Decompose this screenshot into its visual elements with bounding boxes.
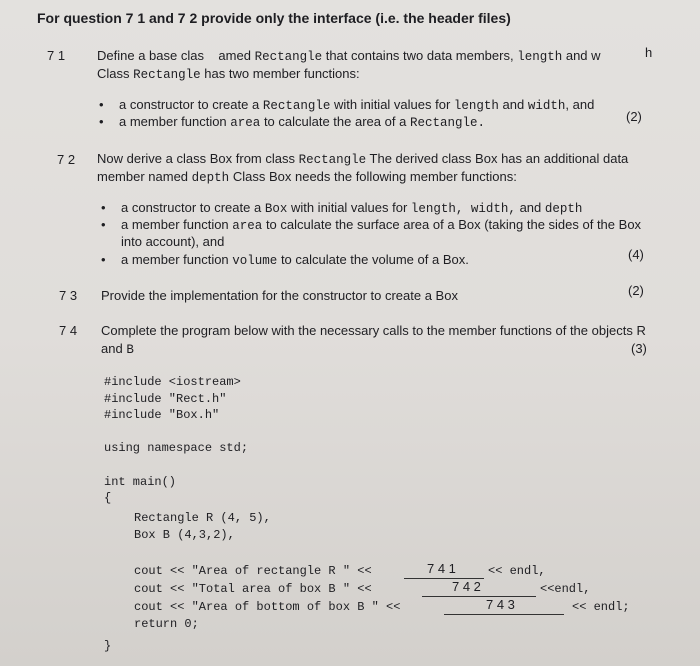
code-cout-line3: cout << "Area of bottom of box B " << bbox=[134, 600, 401, 614]
code-main-signature: int main() bbox=[104, 475, 177, 489]
code-include-rect: #include "Rect.h" bbox=[104, 392, 227, 406]
answer-line-2 bbox=[422, 596, 536, 597]
question-7-2-line2: member named depth Class Box needs the following member functions: bbox=[97, 169, 517, 185]
question-7-3-number: 7 3 bbox=[59, 288, 78, 303]
question-7-2-line1: Now derive a class Box from class Rectangle The derived class Box has an additional data bbox=[97, 151, 629, 167]
code-cout-line1: cout << "Area of rectangle R " << bbox=[134, 564, 372, 578]
bullet-dot: • bbox=[101, 200, 106, 215]
question-7-1-number: 7 1 bbox=[47, 48, 66, 63]
answer-line-3 bbox=[444, 614, 564, 615]
answer-blank-7-4-2: 7 4 2 bbox=[452, 579, 481, 594]
question-7-1-line1: Define a base clas amed Rectangle that contains two data members, length and w bbox=[97, 48, 601, 64]
question-7-1-marks: (2) bbox=[626, 109, 642, 124]
code-endl-2: <<endl, bbox=[540, 582, 591, 596]
code-endl-3: << endl; bbox=[572, 600, 630, 614]
code-decl-rectangle: Rectangle R (4, 5), bbox=[134, 511, 271, 525]
question-7-4-line1: Complete the program below with the necessary calls to the member functions of the objects R bbox=[101, 323, 646, 338]
question-7-2-bullet3: a member function volume to calculate the volume of a Box. bbox=[121, 252, 469, 268]
question-7-2-bullet2: a member function area to calculate the surface area of a Box (taking the sides of the Box bbox=[121, 217, 642, 233]
question-7-2-number: 7 2 bbox=[57, 152, 76, 167]
question-7-3-text: Provide the implementation for the constructor to create a Box bbox=[101, 288, 458, 303]
question-7-1-bullet1: a constructor to create a Rectangle with initial values for length and width, and bbox=[119, 97, 595, 113]
question-7-4-line2: and B bbox=[101, 341, 134, 357]
question-7-1-cutoff-h: h bbox=[645, 45, 653, 60]
bullet-dot: • bbox=[101, 252, 106, 267]
code-open-brace: { bbox=[104, 491, 112, 505]
code-cout-line2: cout << "Total area of box B " << bbox=[134, 582, 372, 596]
question-7-4-marks: (3) bbox=[631, 341, 647, 356]
bullet-dot: • bbox=[99, 114, 104, 129]
code-return: return 0; bbox=[134, 617, 199, 631]
code-using-namespace: using namespace std; bbox=[104, 441, 249, 455]
bullet-dot: • bbox=[101, 217, 106, 232]
code-decl-box: Box B (4,3,2), bbox=[134, 528, 235, 542]
code-close-brace: } bbox=[104, 639, 112, 653]
code-include-box: #include "Box.h" bbox=[104, 408, 220, 422]
question-7-2-bullet1: a constructor to create a Box with initial values for length, width, and depth bbox=[121, 200, 583, 216]
instruction-header: For question 7 1 and 7 2 provide only the interface (i.e. the header files) bbox=[37, 10, 511, 26]
bullet-dot: • bbox=[99, 97, 104, 112]
question-7-3-marks: (2) bbox=[628, 283, 644, 298]
question-7-2-bullet2-cont: into account), and bbox=[121, 234, 225, 249]
question-7-2-marks: (4) bbox=[628, 247, 644, 262]
code-include-iostream: #include <iostream> bbox=[104, 375, 241, 389]
question-7-1-bullet2: a member function area to calculate the area of a Rectangle. bbox=[119, 114, 485, 130]
code-endl-1: << endl, bbox=[488, 564, 546, 578]
question-7-4-number: 7 4 bbox=[59, 323, 78, 338]
answer-blank-7-4-3: 7 4 3 bbox=[486, 597, 515, 612]
question-7-1-line2: Class Rectangle has two member functions: bbox=[97, 66, 360, 82]
answer-blank-7-4-1: 7 4 1 bbox=[427, 561, 456, 576]
